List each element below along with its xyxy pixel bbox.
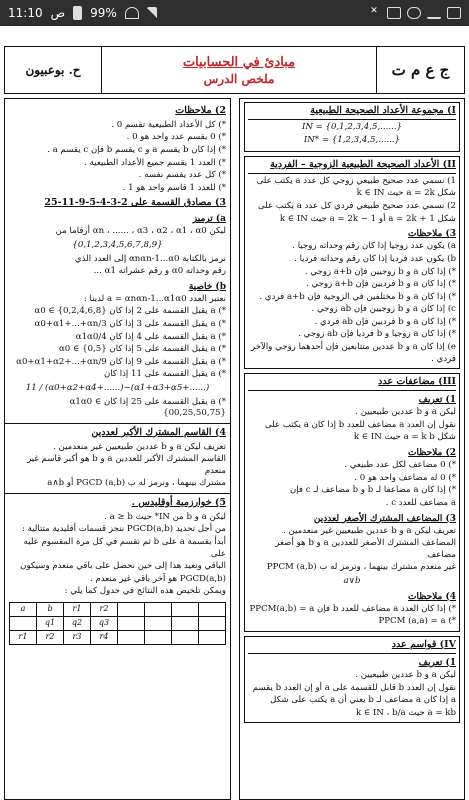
table-cell bbox=[10, 616, 37, 630]
pgcd-title: 4) القاسم المشترك الأكبر لعددين bbox=[91, 426, 226, 438]
download-icon bbox=[427, 7, 441, 19]
battery-level: 99% bbox=[90, 6, 117, 20]
notation-line: ليكن αn ، ...... ، α3 ، α2 ، α1 ، α0 أرقاما من bbox=[55, 226, 226, 237]
euclid-line: PGCD(a,b) هو آخر باقي غير منعدم . bbox=[89, 573, 226, 584]
table-cell: q2 bbox=[64, 616, 91, 630]
even-definition: 1) نسمي عدد صحيح طبيعي زوجي كل عدد a يكتب على bbox=[256, 175, 456, 186]
table-cell: r2 bbox=[37, 630, 64, 644]
parity-note: b) يكون عدد فرديا إذا كان رقم وحداته فرديا . bbox=[294, 253, 456, 264]
wifi-icon bbox=[125, 7, 139, 19]
ppcm-note: *) إذا كان العدد a مضاعف للعدد b فإن PPCM(a,b) = a bbox=[249, 603, 456, 614]
parity-notes-title: 3) ملاحظات bbox=[407, 229, 456, 240]
table-cell bbox=[145, 630, 172, 644]
euclid-line: الباقي ونعيد هذا إلى حين نحصل على باقي منعدم وسيكون bbox=[20, 561, 226, 572]
parity-note: *) إذا كان a و b فرديين فإن a+b زوجي . bbox=[306, 279, 456, 290]
table-row bbox=[10, 602, 226, 616]
property-item: *) a يقبل القسمة على 9 إذا كان 9/α0+α1+α2+...+αn bbox=[16, 356, 226, 367]
multiples-note: *) إذا كان a مضاعفا لـ b و b مضاعف لـ c فإن bbox=[290, 485, 456, 496]
table-cell bbox=[199, 602, 226, 616]
divisors-definition: a إذا كان a مضاعف لـ b يعني أن a يكتب على شكل bbox=[270, 695, 456, 706]
parity-note: *) إذا كان a و b مختلفين في الزوجية فإن a+b فردي . bbox=[259, 291, 456, 302]
parity-note: *) إذا كان a و b فرديين فإن ab فردي . bbox=[314, 316, 456, 327]
divisors-title: IV) قواسم عدد bbox=[248, 639, 456, 654]
euclid-line: من أجل تحديد PGCD(a,b) ننجز قسمات أقليدية متتالية : bbox=[21, 524, 226, 535]
lesson-title: مبادئ في الحسابيات bbox=[182, 54, 296, 70]
ppcm-definition: تعريف ليكن a و b عددين طبيعيين غير منعدمين . bbox=[283, 525, 456, 536]
naturals-box bbox=[244, 102, 460, 152]
document-page bbox=[0, 26, 469, 800]
pgcd-definition: تعريف ليكن a و b عددين طبيعيين غير منعدمين . bbox=[53, 441, 226, 452]
property-item: *) a يقبل القسمة على 4 إذا كان 4/α1α0 bbox=[75, 331, 226, 342]
property-item: *) a يقبل القسمة على 25 إذا كان α1α0 ∈ {00,25,50,75} bbox=[69, 396, 226, 419]
naturals-set: IN = {0,1,2,3,4,5,......} bbox=[301, 121, 403, 132]
status-right bbox=[367, 7, 461, 19]
battery-icon bbox=[73, 6, 82, 20]
even-definition: شكل a = 2k حيث k ∈ IN bbox=[356, 188, 456, 199]
close-icon: ✕ bbox=[370, 6, 378, 16]
table-cell: r1 bbox=[64, 602, 91, 616]
multiples-note: a مضاعف للعدد c . bbox=[385, 497, 456, 508]
parity-note: a) يكون عدد زوجيا إذا كان رقم وحداته زوجيا . bbox=[292, 241, 456, 252]
table-cell: r1 bbox=[10, 630, 37, 644]
table-cell bbox=[172, 616, 199, 630]
parity-box bbox=[244, 156, 460, 369]
table-cell bbox=[172, 630, 199, 644]
parity-note: c) إذا كان a و b زوجيين فإن ab زوجي . bbox=[311, 304, 456, 315]
criteria-title: 3) مصادق القسمة على 2-3-4-5-9-11-25 bbox=[44, 197, 226, 209]
table-cell: b bbox=[37, 602, 64, 616]
table-cell bbox=[118, 602, 145, 616]
ampm-label: ص bbox=[50, 6, 66, 20]
property-item: *) a يقبل القسمة على 2 إذا كان α0 ∈ {0,2,4,6,8} bbox=[34, 306, 226, 317]
right-column bbox=[239, 98, 465, 800]
divisors-definition: نقول إن العدد b قابل للقسمة على a أو إن العدد b يقسم bbox=[252, 682, 456, 693]
parity-note: *) إذا كان a زوجيا و b فرديا فإن ab زوجي . bbox=[298, 329, 456, 340]
table-cell bbox=[145, 602, 172, 616]
table-row bbox=[10, 616, 226, 630]
property-title: b) خاصية bbox=[188, 281, 226, 292]
table-cell: r4 bbox=[91, 630, 118, 644]
table-cell: a bbox=[10, 602, 37, 616]
table-cell bbox=[172, 602, 199, 616]
odd-definition: 2) نسمي عدد صحيح طبيعي فردي كل عدد a يكتب على bbox=[257, 201, 456, 211]
time-display: 11:10 bbox=[8, 6, 43, 20]
message-icon bbox=[447, 7, 461, 19]
euclid-title: 5) خوارزمية أوقليدس . bbox=[131, 496, 226, 508]
div-note: *) 0 يقسم عدد واحد هو 0 . bbox=[126, 132, 226, 143]
odd-definition: شكل a = 2k + 1 أو a = 2k − 1 حيث k ∈ IN bbox=[279, 213, 456, 224]
parity-note: *) إذا كان a و b زوجيين فإن a+b زوجي . bbox=[304, 266, 456, 277]
table-cell: q3 bbox=[91, 616, 118, 630]
table-cell bbox=[145, 616, 172, 630]
multiples-note: *) 0 له مضاعف واحد هو 0 . bbox=[354, 472, 456, 483]
multiples-box bbox=[244, 373, 460, 632]
table-cell: q1 bbox=[37, 616, 64, 630]
multiples-title: III) مضاعفات عدد bbox=[248, 376, 456, 391]
naturals-title: I) مجموعة الأعداد الصحيحة الطبيعية bbox=[248, 105, 456, 120]
property-item: *) a يقبل القسمة على 3 إذا كان 3/α0+α1+...+αn bbox=[34, 319, 226, 330]
ppcm-symbol: a∨b bbox=[343, 576, 361, 587]
ppcm-definition: المضاعف المشترك الأصغر للعددين a و b هو أصغر مضاعف bbox=[275, 538, 456, 560]
table-cell bbox=[118, 616, 145, 630]
section-divider bbox=[5, 423, 230, 424]
div-note: *) للعدد 1 قاسم واحد هو 1 . bbox=[122, 182, 226, 193]
ppcm-note: *) PPCM (a,a) = a bbox=[378, 616, 456, 627]
multiples-definition: شكل a = k b حيث k ∈ IN bbox=[353, 432, 456, 443]
property-intro: نعتبر العدد a = αnαn-1...α1α0 لدينا : bbox=[83, 293, 226, 304]
content-columns bbox=[4, 98, 465, 800]
notation-line: نرمز بالكتابة αnαn-1...α0 إلى العدد الذي bbox=[74, 253, 226, 264]
parity-title: II) الأعداد الصحيحة الطبيعية الزوجية – الفردية bbox=[248, 159, 456, 174]
multiples-note: *) 0 مضاعف لكل عدد طبيعي . bbox=[344, 460, 456, 471]
divisors-definition: a = kb حيث k ∈ IN ، b/a bbox=[355, 707, 456, 718]
teacher-cell: ح. بوعبيون bbox=[25, 63, 81, 77]
lesson-subtitle: ملخص الدرس bbox=[203, 71, 275, 86]
section-divider bbox=[5, 493, 230, 494]
parity-note: e) إذا كان a و b عددين متتابعين فإن أحدهما زوجي والآخر فردي . bbox=[250, 342, 456, 364]
divisors-def-label: 1) تعريف bbox=[418, 657, 456, 668]
property-item: *) a يقبل القسمة على 11 إذا كان bbox=[103, 369, 226, 380]
status-bar bbox=[0, 0, 469, 26]
left-column bbox=[4, 98, 231, 800]
multiples-def-label: 1) تعريف bbox=[418, 395, 456, 406]
property-item: 11 / (α0+α2+α4+......)−(α1+α3+α5+......) bbox=[25, 383, 210, 393]
multiples-notes-title: 2) ملاحظات bbox=[407, 448, 456, 458]
div-note: *) كل عدد يقسم نفسه . bbox=[138, 170, 226, 181]
euclid-table bbox=[9, 602, 226, 645]
multiples-definition: نقول إن العدد a مضاعف للعدد b إذا كان a يكتب على bbox=[264, 419, 456, 430]
table-cell bbox=[118, 630, 145, 644]
property-item: *) a يقبل القسمة على 5 إذا كان α0 ∈ {0,5} bbox=[58, 344, 226, 355]
divisors-definition: ليكن a و b عددين طبيعيين . bbox=[355, 669, 456, 680]
naturals-star-set: IN* = {1,2,3,4,5,......} bbox=[303, 135, 401, 146]
notation-line: رقم وحداته α0 و رقم عشراته α1 ... bbox=[93, 266, 226, 277]
div-note: *) كل الأعداد الطبيعية تقسم 0 . bbox=[111, 119, 226, 130]
pgcd-definition: مشترك بينهما ، ونرمز له ب PGCD (a,b) أو a∧b bbox=[47, 478, 226, 489]
status-left bbox=[8, 6, 157, 20]
euclid-line: ليكن a و b من IN* حيث a ≥ b . bbox=[104, 511, 226, 522]
document-header bbox=[4, 46, 465, 94]
title-cell bbox=[101, 47, 376, 93]
ppcm-notes-title: 4) ملاحظات bbox=[407, 591, 456, 602]
pgcd-definition: القاسم المشترك الأكبر للعددين a و b هو أكبر قاسم غير منعدم bbox=[27, 454, 226, 476]
euclid-line: ويمكن تلخيص هذه النتائج في جدول كما يلي : bbox=[64, 586, 226, 597]
divisors-box bbox=[244, 636, 460, 723]
table-row bbox=[10, 630, 226, 644]
image-icon bbox=[387, 7, 401, 19]
div-note: *) العدد 1 يقسم جميع الأعداد الطبيعية . bbox=[84, 157, 226, 168]
multiples-definition: ليكن a و b عددين طبيعيين . bbox=[355, 407, 456, 418]
table-cell: r2 bbox=[91, 602, 118, 616]
level-cell: ج ع م ت bbox=[376, 47, 464, 93]
euclid-line: أبدأ بقسمة a على b ثم نقسم في كل مرة المقسوم عليه على bbox=[23, 536, 226, 559]
table-cell: r3 bbox=[64, 630, 91, 644]
ppcm-title: 3) المضاعف المشترك الأصغر لعددين bbox=[313, 513, 456, 524]
cloud-icon bbox=[407, 7, 421, 19]
div-note: *) إذا كان b يقسم a و c يقسم b فإن c يقسم a . bbox=[47, 145, 226, 155]
ppcm-definition: غير منعدم مشترك بينهما ، ونرمز له ب PPCM (a,b) bbox=[266, 562, 456, 573]
table-cell bbox=[199, 630, 226, 644]
notation-title: a) ترميز bbox=[192, 214, 226, 225]
div-notes-title: 2) ملاحظات bbox=[175, 105, 226, 116]
signal-icon bbox=[147, 7, 157, 19]
table-cell bbox=[199, 616, 226, 630]
notation-set: {0,1,2,3,4,5,6,7,8,9} bbox=[72, 239, 163, 250]
